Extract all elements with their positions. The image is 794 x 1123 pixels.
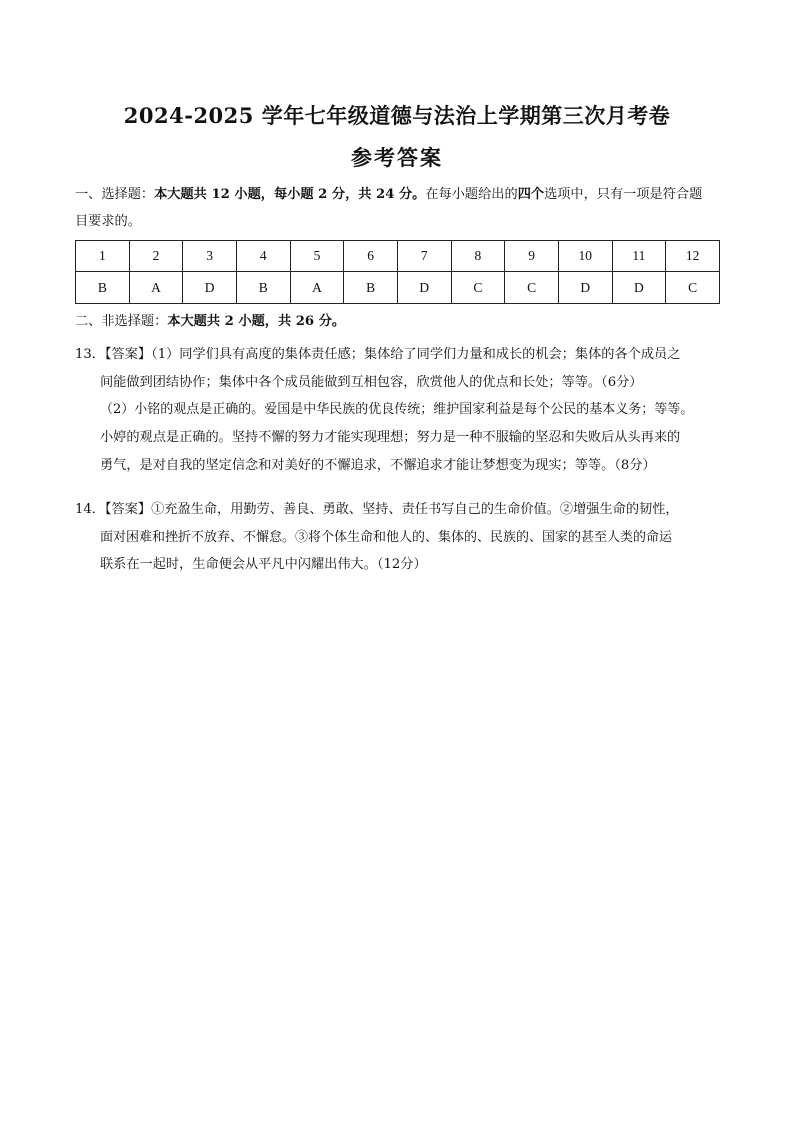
answer-table [75,240,720,304]
question-number-cell: 9 [505,241,559,272]
answer-cell: B [76,272,130,304]
question-number-cell: 12 [666,241,720,272]
section-1-instructions [75,181,725,235]
q14-line-3: 联系在一起时，生命便会从平凡中闪耀出伟大。（12分） [100,557,427,573]
q14-line-1 [75,496,727,524]
q14-number: 14． [75,502,105,517]
answer-table-number-row [76,241,720,272]
q13-number: 13． [75,347,105,362]
answer-cell: B [344,272,398,304]
page-subtitle: 参考答案 [351,145,443,170]
q13-text-1: （1）同学们具有高度的集体责任感；集体给了同学们力量和成长的机会；集体的各个成员之 [151,347,681,362]
q14-line-2: 面对困难和挫折不放弃、不懈怠。③将个体生命和他人的、集体的、民族的、国家的甚至人类的命运 [100,529,673,545]
section-1-text-b: 在每小题给出的 [425,187,518,202]
q13-line-4: 小婷的观点是正确的。坚持不懈的努力才能实现理想；努力是一种不服输的坚忍和失败后从头再来的 [100,430,681,446]
question-number-cell: 4 [236,241,290,272]
question-number-cell: 2 [129,241,183,272]
question-number-cell: 3 [183,241,237,272]
answer-cell: C [451,272,505,304]
answer-cell: C [666,272,720,304]
section-1-heading: 一、选择题： [75,187,155,202]
answer-table-answer-row [76,272,720,304]
question-13-answer [75,341,727,480]
question-number-cell: 5 [290,241,344,272]
question-number-cell: 7 [397,241,451,272]
q13-line-1 [75,341,727,369]
q13-line-3: （2）小铭的观点是正确的。爱国是中华民族的优良传统；维护国家利益是每个公民的基本义务；等等。 [100,402,694,418]
question-number-cell: 8 [451,241,505,272]
q14-label: 【答案】 [104,502,152,517]
q13-line-2: 间能做到团结协作；集体中各个成员能做到互相包容，欣赏他人的优点和长处；等等。（6分） [100,374,643,390]
answer-cell: A [129,272,183,304]
question-number-cell: 1 [76,241,130,272]
section-1-line-2: 目要求的。 [75,214,141,229]
q13-line-5: 勇气，是对自我的坚定信念和对美好的不懈追求，不懈追求才能让梦想变为现实；等等。（8分） [100,457,656,473]
section-1-summary: 本大题共 12 小题，每小题 2 分，共 24 分。 [154,187,426,202]
q14-text-1: ①充盈生命，用勤劳、善良、勇敢、坚持、责任书写自己的生命价值。②增强生命的韧性， [151,502,679,517]
question-number-cell: 11 [612,241,666,272]
question-number-cell: 6 [344,241,398,272]
section-2-heading: 二、非选择题： [75,314,168,329]
question-number-cell: 10 [558,241,612,272]
page-title: 2024-2025 学年七年级道德与法治上学期第三次月考卷 [123,103,671,128]
section-1-emphasis: 四个 [517,187,545,202]
answer-cell: C [505,272,559,304]
question-14-answer [75,496,727,579]
section-1-text-c: 选项中，只有一项是符合题 [544,187,703,202]
section-2-summary: 本大题共 2 小题，共 26 分。 [167,314,346,329]
answer-cell: D [612,272,666,304]
answer-cell: D [558,272,612,304]
section-2-instructions [75,308,725,335]
answer-cell: D [183,272,237,304]
answer-cell: A [290,272,344,304]
answer-cell: B [236,272,290,304]
section-1-line-1 [75,181,725,208]
answer-cell: D [397,272,451,304]
q13-label: 【答案】 [104,347,152,362]
